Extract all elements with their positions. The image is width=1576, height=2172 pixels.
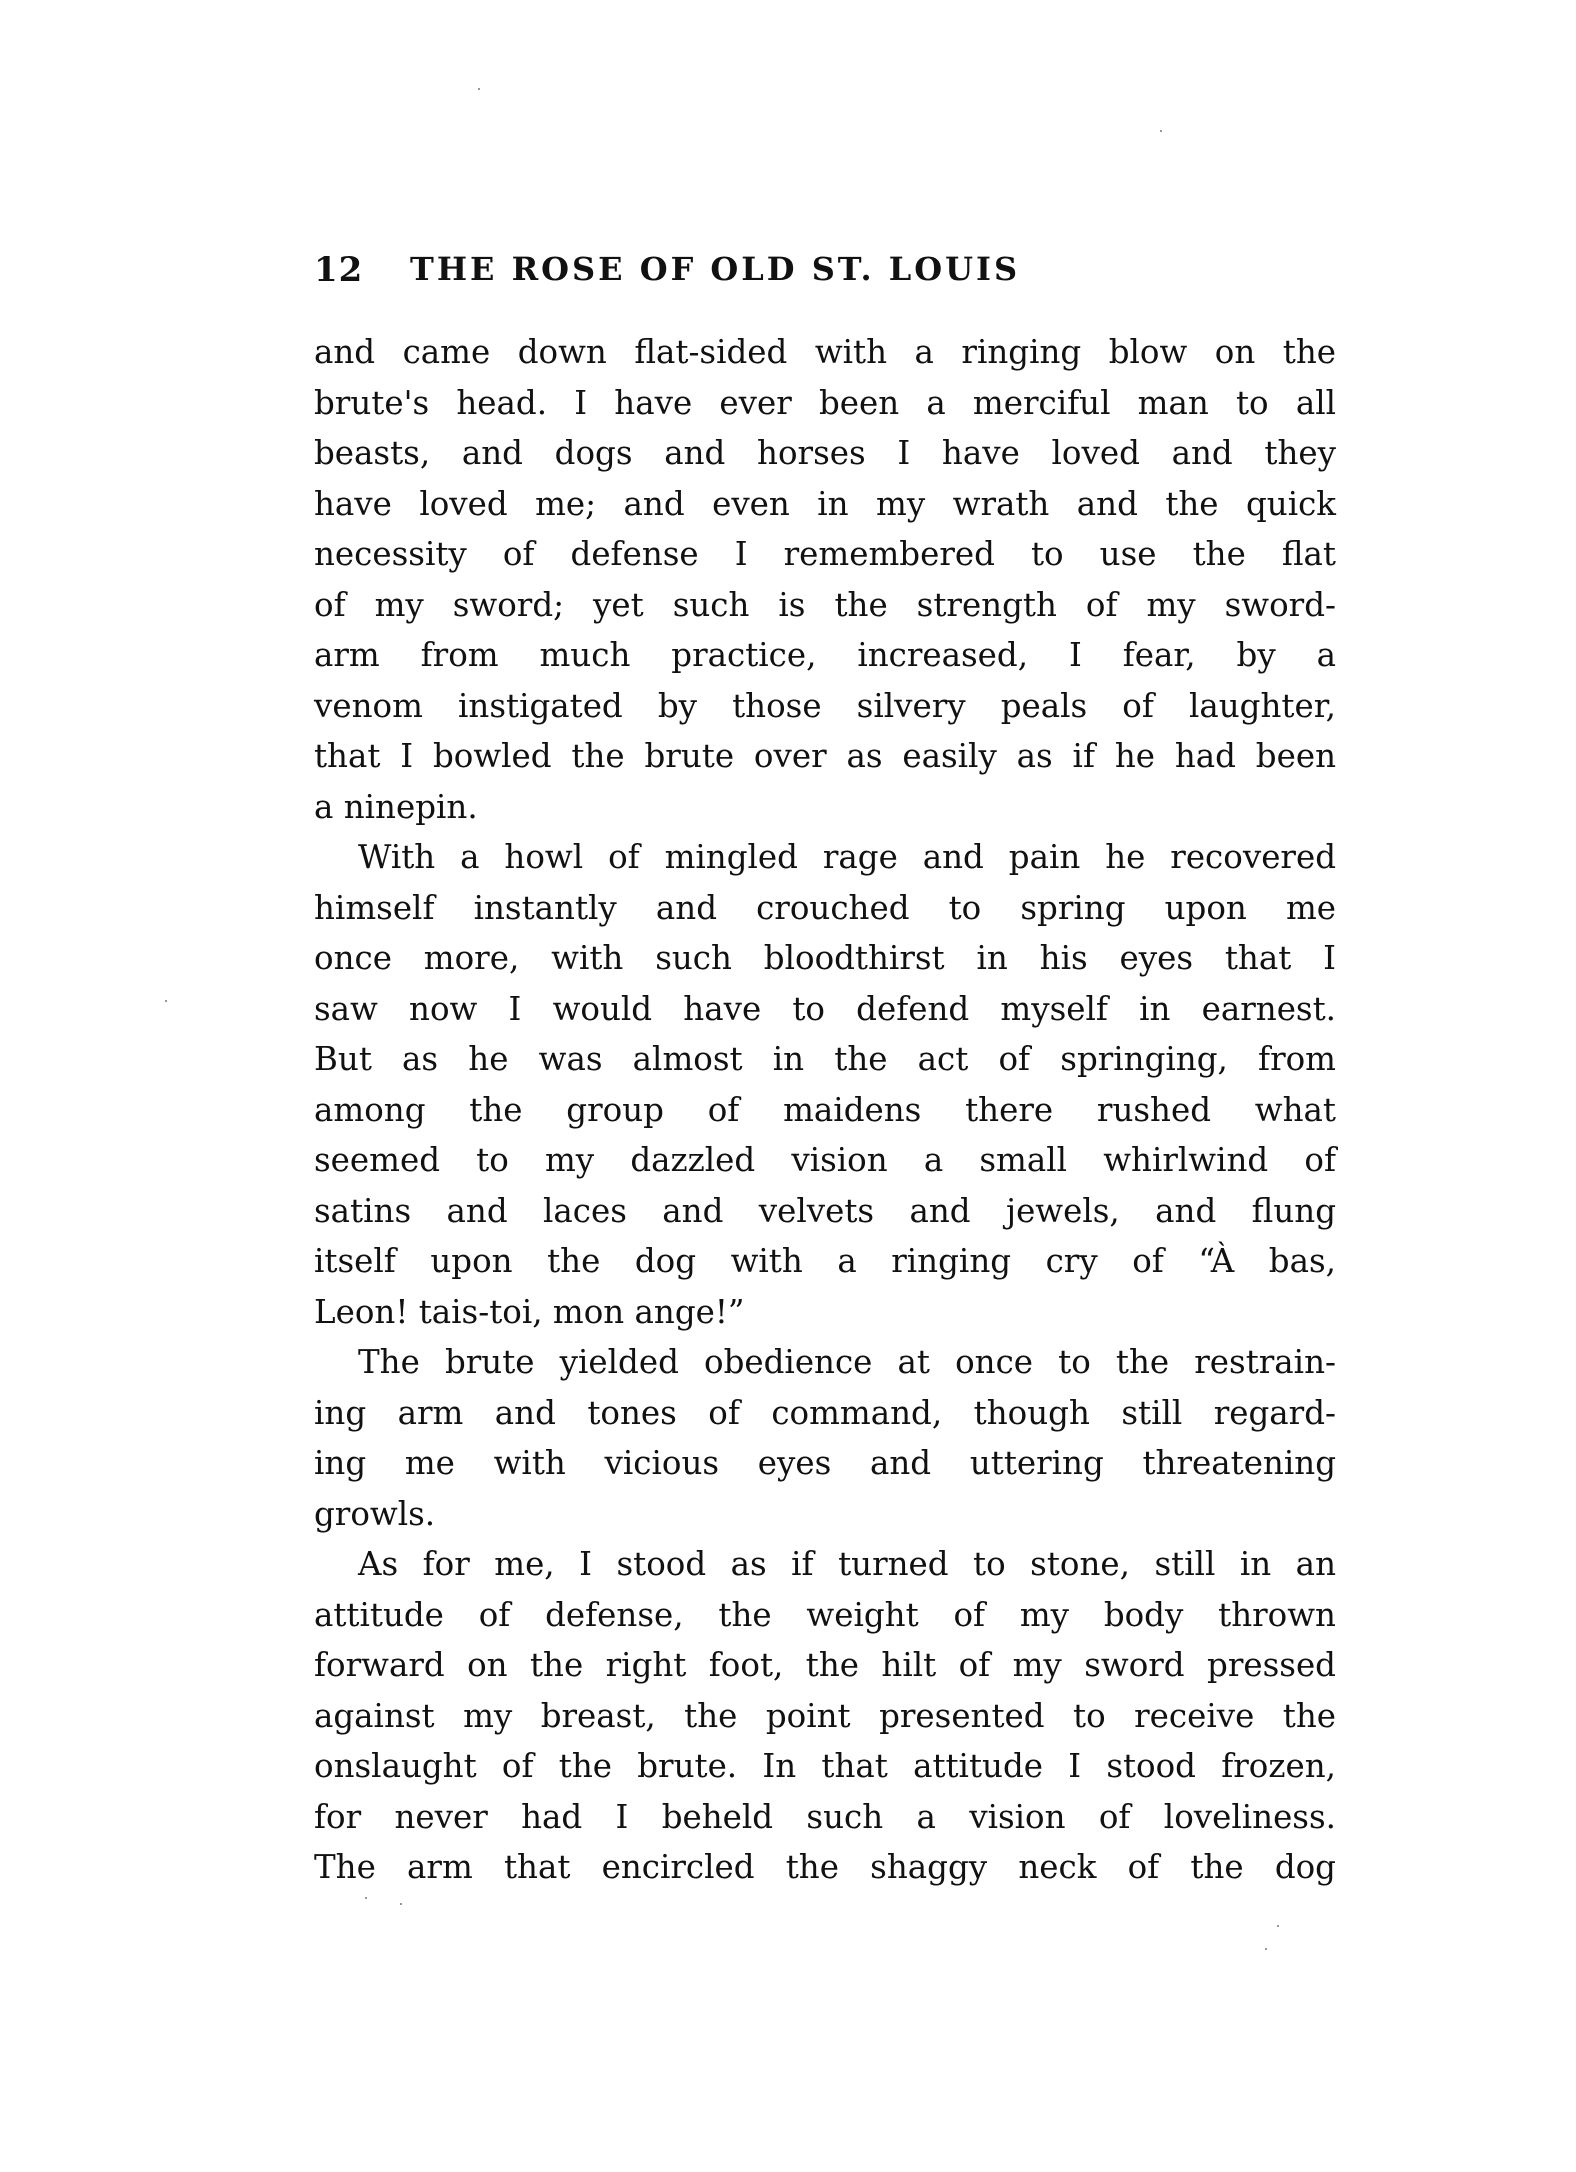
scan-speck	[1265, 1948, 1267, 1950]
paragraph	[314, 832, 1336, 1337]
text-line: Leon! tais-toi, mon ange!”	[314, 1292, 745, 1331]
text-line: arm from much practice, increased, I fear, by a	[314, 636, 1336, 674]
text-line: attitude of defense, the weight of my body thrown	[314, 1595, 1336, 1634]
text-line: a ninepin.	[314, 787, 478, 826]
text-line: of my sword; yet such is the strength of my sword-	[314, 585, 1336, 624]
running-title: THE ROSE OF OLD ST. LOUIS	[410, 250, 1021, 288]
text-line: But as he was almost in the act of springing, from	[314, 1040, 1336, 1078]
scan-speck	[1277, 1925, 1279, 1927]
text-line: venom instigated by those silvery peals of laughter,	[314, 686, 1336, 725]
text-line: and came down flat-sided with a ringing blow on the	[314, 333, 1336, 371]
text-line: The arm that encircled the shaggy neck of the dog	[314, 1848, 1336, 1886]
paragraph	[314, 1539, 1336, 1893]
text-line: itself upon the dog with a ringing cry of “À bas,	[314, 1242, 1336, 1280]
text-line: ing me with vicious eyes and uttering threatening	[314, 1444, 1336, 1482]
text-line: growls.	[314, 1494, 436, 1533]
text-line: among the group of maidens there rushed what	[314, 1090, 1336, 1129]
text-line: that I bowled the brute over as easily as if he had been	[314, 737, 1336, 775]
text-line: saw now I would have to defend myself in earnest.	[314, 989, 1336, 1028]
text-line: As for me, I stood as if turned to stone, still in an	[358, 1545, 1336, 1583]
scan-speck	[478, 88, 480, 90]
text-line: The brute yielded obedience at once to the restrain-	[358, 1343, 1336, 1381]
body-text	[314, 327, 1336, 1893]
scan-speck	[400, 1903, 402, 1905]
text-line: for never had I beheld such a vision of loveliness.	[314, 1797, 1336, 1836]
text-line: beasts, and dogs and horses I have loved and they	[314, 434, 1336, 472]
text-line: satins and laces and velvets and jewels, and flung	[314, 1191, 1336, 1230]
text-line: necessity of defense I remembered to use the flat	[314, 535, 1336, 573]
paragraph	[314, 1337, 1336, 1539]
scan-speck	[1160, 130, 1162, 132]
scan-speck	[165, 1000, 167, 1002]
scan-speck	[365, 1897, 367, 1899]
text-line: ing arm and tones of command, though still regard-	[314, 1393, 1336, 1432]
text-line: With a howl of mingled rage and pain he recovered	[358, 838, 1336, 876]
text-line: against my breast, the point presented to receive the	[314, 1696, 1336, 1735]
text-line: forward on the right foot, the hilt of my sword pressed	[314, 1646, 1336, 1684]
text-line: onslaught of the brute. In that attitude I stood frozen,	[314, 1747, 1336, 1785]
text-line: seemed to my dazzled vision a small whirlwind of	[314, 1141, 1336, 1179]
text-line: have loved me; and even in my wrath and the quick	[314, 484, 1336, 523]
text-line: once more, with such bloodthirst in his eyes that I	[314, 939, 1336, 977]
page-header	[314, 250, 1344, 300]
text-line: brute's head. I have ever been a merciful man to all	[314, 383, 1336, 422]
page-number: 12	[314, 250, 364, 290]
paragraph	[314, 327, 1336, 832]
text-line: himself instantly and crouched to spring upon me	[314, 888, 1336, 927]
